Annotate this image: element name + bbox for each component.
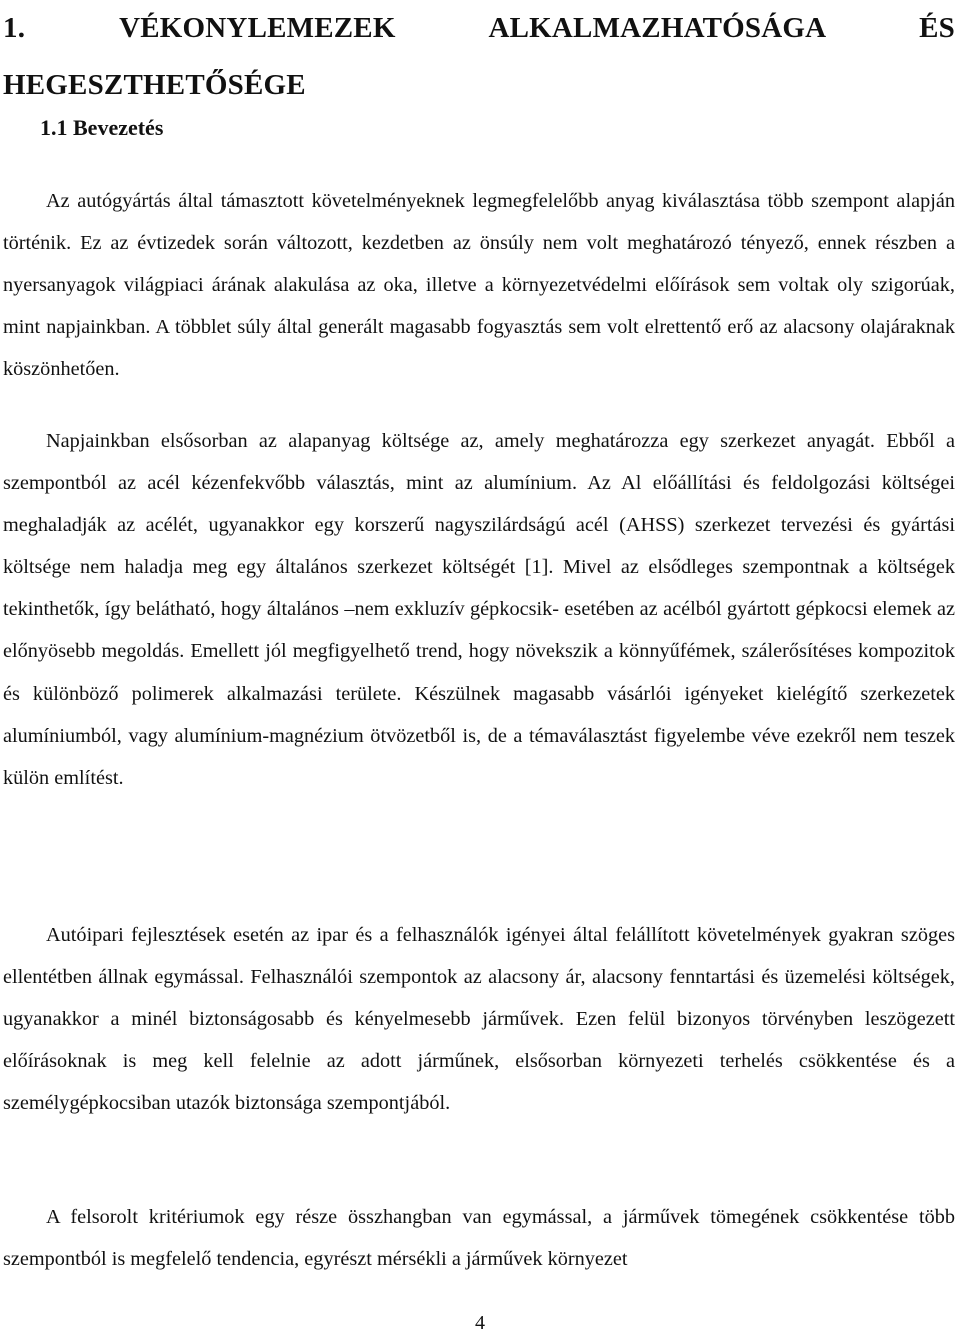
page-number: 4 [475, 1312, 485, 1334]
paragraph-4: A felsorolt kritériumok egy része összhangban van egymással, a járművek tömegének csökkentése több szempontból is megfelelő tendencia, egyrészt mérsékli a járművek környezet [3, 1206, 955, 1271]
chapter-title-line-2: HEGESZTHETŐSÉGE [3, 69, 306, 101]
section-title: 1.1 Bevezetés [40, 115, 164, 140]
paragraph-3: Autóipari fejlesztések esetén az ipar és a felhasználók igényei által felállított követelmények gyakran szöges ellentétben állnak egymással. Felhasználói szempontok az alacsony ár, alacsony fenntartási és üzemelési költségek, ugyanakkor a minél biztonságosabb és kényelmesebb járművek. Ezen felül bizonyos törvényben leszögezett előírásoknak is meg kell felelnie az adott járműnek, elsősorban környezeti terhelés csökkentése és a személygépkocsiban utazók biztonsága szempontjából. [3, 924, 955, 1115]
chapter-title [3, 0, 955, 114]
paragraph-1: Az autógyártás által támasztott követelményeknek legmegfelelőbb anyag kiválasztása több szempont alapján történik. Ez az évtizedek során változott, kezdetben az önsúly nem volt meghatározó tényező, ennek részben a nyersanyagok világpiaci árának alakulása az oka, illetve a környezetvédelmi előírások sem voltak oly szigorúak, mint napjainkban. A többlet súly által generált magasabb fogyasztás sem volt elrettentő erő az alacsony olajáraknak köszönhetően. [3, 190, 955, 381]
paragraph-2: Napjainkban elsősorban az alapanyag költsége az, amely meghatározza egy szerkezet anyagát. Ebből a szempontból az acél kézenfekvőbb választás, mint az alumínium. Az Al előállítási és feldolgozási költségei meghaladják az acélét, ugyanakkor egy korszerű nagyszilárdságú acél (AHSS) szerkezet tervezési és gyártási költsége nem haladja meg egy általános szerkezet költségét [1]. Mivel az elsődleges szempontnak a költségek tekinthetők, így belátható, hogy általános –nem exkluzív gépkocsik- esetében az acélból gyártott gépkocsi elemek az előnyösebb megoldás. Emellett jól megfigyelhető trend, hogy növekszik a könnyűfémek, szálerősítéses kompozitok és különböző polimerek alkalmazási területe. Készülnek magasabb vásárlói igényeket kielégítő szerkezetek alumíniumból, vagy alumínium-magnézium ötvözetből is, de a témaválasztást figyelembe véve ezekről nem teszek külön említést. [3, 430, 955, 789]
chapter-title-line-1: 1. VÉKONYLEMEZEK ALKALMAZHATÓSÁGA ÉS [3, 12, 955, 44]
